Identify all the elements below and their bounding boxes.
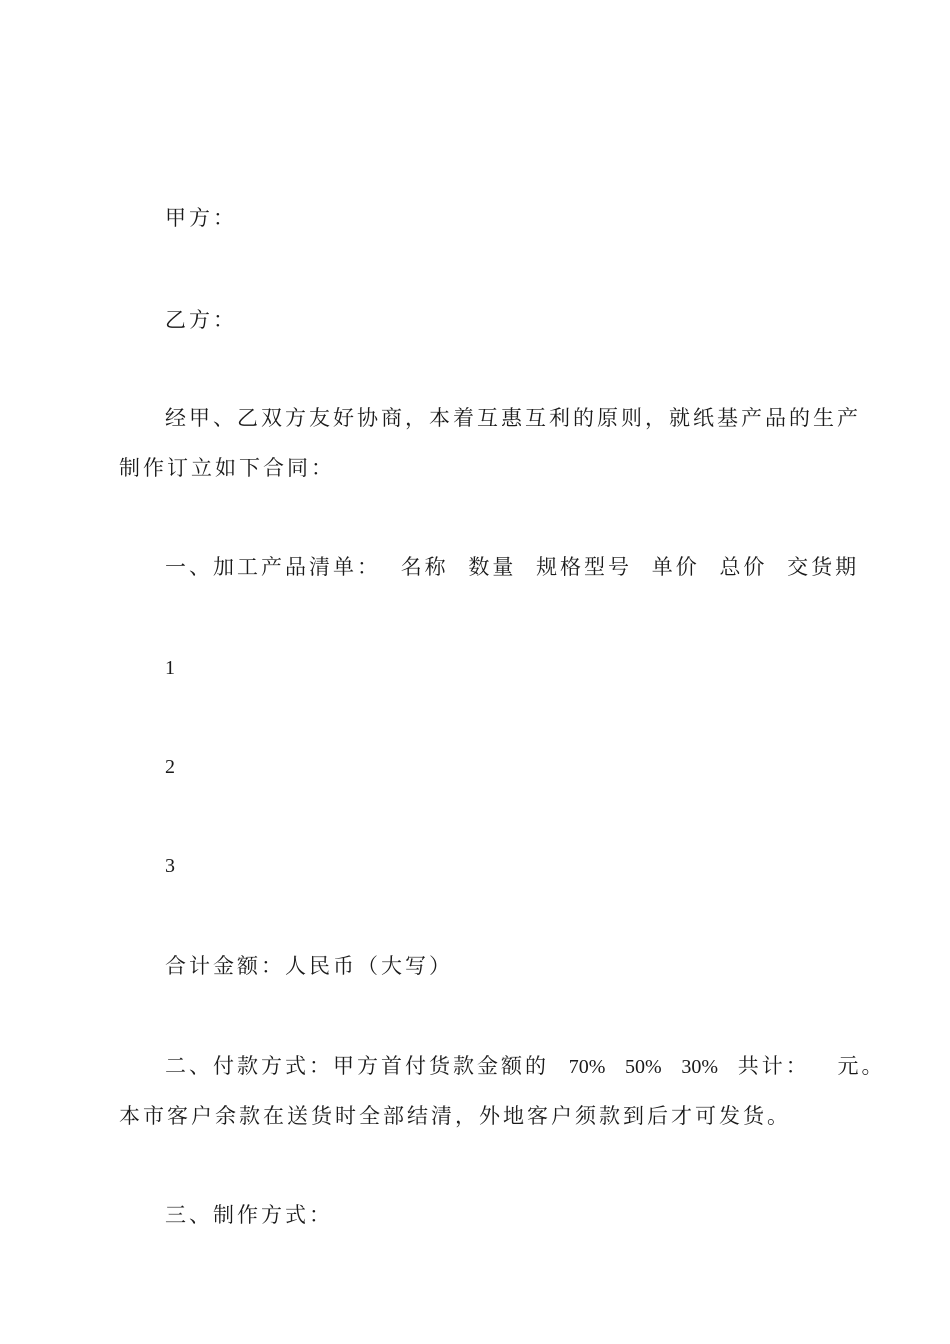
total-amount-label: 合计金额：人民币（大写） [165, 954, 453, 978]
party-b-label: 乙方： [165, 308, 237, 332]
column-delivery-date: 交货期 [787, 555, 860, 579]
column-unit-price: 单价 [651, 555, 700, 579]
section-2-line-1 [165, 1048, 885, 1085]
column-quantity: 数量 [468, 555, 517, 579]
column-name: 名称 [400, 555, 449, 579]
column-spec-model: 规格型号 [536, 555, 633, 579]
column-total-price: 总价 [719, 555, 768, 579]
product-row-2: 2 [165, 756, 175, 778]
section-1-heading [165, 549, 859, 585]
payment-option-70: 70% [568, 1056, 606, 1078]
section-2-line-2: 本市客户余款在送货时全部结清，外地客户须款到后才可发货。 [119, 1104, 791, 1128]
payment-option-30: 30% [681, 1056, 719, 1078]
intro-paragraph-line-2: 制作订立如下合同： [119, 456, 335, 480]
section-2-prefix: 二、付款方式：甲方首付货款金额的 [165, 1054, 549, 1078]
payment-total-label: 共计： [737, 1054, 810, 1078]
product-row-3: 3 [165, 855, 175, 877]
section-3-heading: 三、制作方式： [165, 1203, 333, 1227]
product-row-1: 1 [165, 657, 175, 679]
payment-unit: 元。 [837, 1054, 886, 1078]
section-1-title: 一、加工产品清单： [165, 555, 381, 579]
intro-paragraph-line-1: 经甲、乙双方友好协商，本着互惠互利的原则，就纸基产品的生产 [165, 406, 861, 430]
payment-option-50: 50% [625, 1056, 662, 1078]
party-a-label: 甲方： [165, 206, 237, 230]
